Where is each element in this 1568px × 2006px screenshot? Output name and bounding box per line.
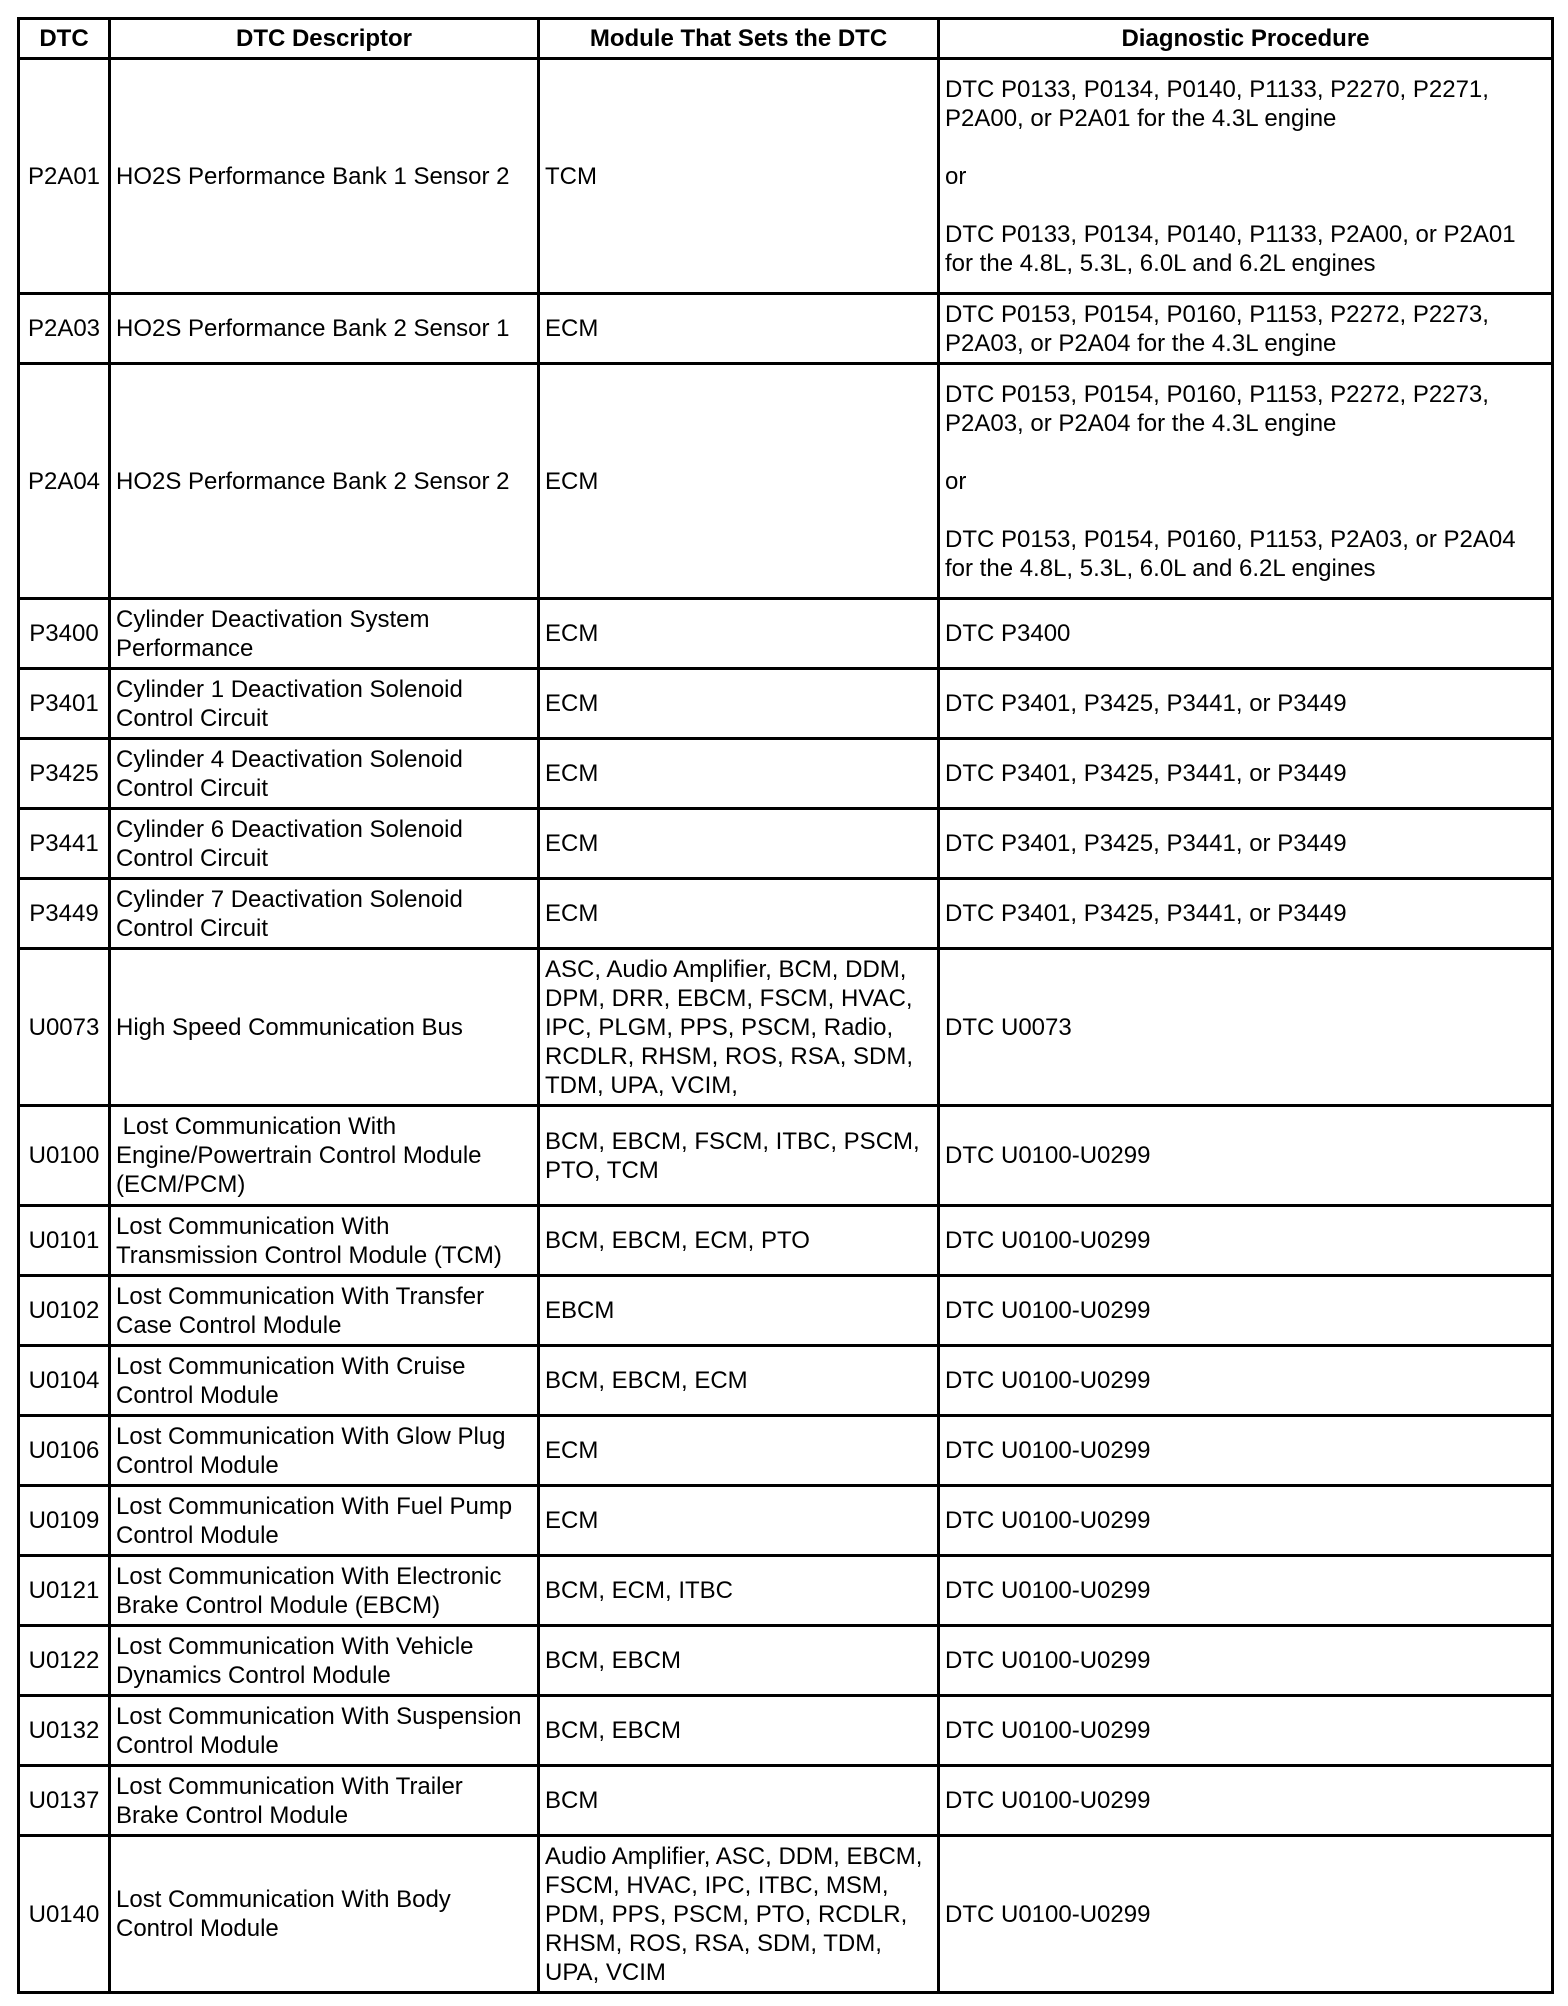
module-cell: BCM, EBCM, FSCM, ITBC, PSCM, PTO, TCM — [539, 1106, 939, 1206]
module-cell: BCM, EBCM, ECM — [539, 1346, 939, 1416]
dtc-code-cell: U0101 — [19, 1206, 110, 1276]
module-cell: Audio Amplifier, ASC, DDM, EBCM, FSCM, HVAC, IPC, ITBC, MSM, PDM, PPS, PSCM, PTO, RCDLR, RHSM, ROS, RSA, SDM, TDM, UPA, VCIM — [539, 1836, 939, 1993]
diagnostic-procedure-cell — [939, 1276, 1553, 1346]
module-cell: BCM, EBCM — [539, 1626, 939, 1696]
table-row — [19, 1486, 1553, 1556]
procedure-paragraph: DTC U0100-U0299 — [945, 1717, 1151, 1744]
diagnostic-procedure-cell — [939, 739, 1553, 809]
dtc-descriptor-cell: Lost Communication With Transmission Control Module (TCM) — [110, 1206, 539, 1276]
table-row — [19, 1106, 1553, 1206]
module-cell: ECM — [539, 669, 939, 739]
procedure-paragraph: DTC P0133, P0134, P0140, P1133, P2270, P2271, P2A00, or P2A01 for the 4.3L engine — [945, 75, 1489, 132]
dtc-code-cell: P3400 — [19, 599, 110, 669]
module-cell: EBCM — [539, 1276, 939, 1346]
procedure-paragraph: DTC P3400 — [945, 620, 1071, 647]
diagnostic-procedure-cell — [939, 879, 1553, 949]
module-cell: ECM — [539, 364, 939, 599]
procedure-paragraph: DTC U0100-U0299 — [945, 1142, 1151, 1169]
diagnostic-procedure-cell — [939, 1626, 1553, 1696]
diagnostic-procedure-cell — [939, 669, 1553, 739]
table-row — [19, 1696, 1553, 1766]
table-body — [19, 59, 1553, 1993]
table-row — [19, 1346, 1553, 1416]
procedure-paragraph: DTC P3401, P3425, P3441, or P3449 — [945, 760, 1347, 787]
dtc-descriptor-cell: Lost Communication With Transfer Case Control Module — [110, 1276, 539, 1346]
procedure-paragraph: or — [945, 467, 967, 495]
dtc-code-cell: U0073 — [19, 949, 110, 1106]
dtc-descriptor-cell: Lost Communication With Trailer Brake Control Module — [110, 1766, 539, 1836]
diagnostic-procedure-cell — [939, 294, 1553, 364]
procedure-paragraph: DTC P0153, P0154, P0160, P1153, P2272, P2273, P2A03, or P2A04 for the 4.3L engine — [945, 380, 1489, 437]
module-cell: ECM — [539, 294, 939, 364]
dtc-code-cell: P3425 — [19, 739, 110, 809]
dtc-descriptor-cell: Lost Communication With Body Control Module — [110, 1836, 539, 1993]
procedure-paragraph: DTC P0153, P0154, P0160, P1153, P2272, P2273, P2A03, or P2A04 for the 4.3L engine — [945, 300, 1489, 357]
diagnostic-procedure-cell — [939, 1696, 1553, 1766]
table-row — [19, 1276, 1553, 1346]
table-header-row — [19, 19, 1553, 59]
procedure-paragraph: DTC U0100-U0299 — [945, 1437, 1151, 1464]
procedure-paragraph: DTC U0100-U0299 — [945, 1507, 1151, 1534]
dtc-code-cell: U0100 — [19, 1106, 110, 1206]
dtc-descriptor-cell: Lost Communication With Vehicle Dynamics Control Module — [110, 1626, 539, 1696]
dtc-code-cell: U0122 — [19, 1626, 110, 1696]
diagnostic-procedure-cell — [939, 1486, 1553, 1556]
dtc-descriptor-cell: High Speed Communication Bus — [110, 949, 539, 1106]
dtc-code-cell: P2A04 — [19, 364, 110, 599]
dtc-code-cell: U0121 — [19, 1556, 110, 1626]
diagnostic-procedure-cell — [939, 59, 1553, 294]
table-row — [19, 1416, 1553, 1486]
table-row — [19, 1206, 1553, 1276]
dtc-code-cell: P3449 — [19, 879, 110, 949]
module-cell: ECM — [539, 809, 939, 879]
dtc-descriptor-cell: Lost Communication With Glow Plug Control Module — [110, 1416, 539, 1486]
table-row — [19, 809, 1553, 879]
table-row — [19, 1766, 1553, 1836]
dtc-code-cell: P3441 — [19, 809, 110, 879]
table-row — [19, 1626, 1553, 1696]
dtc-code-cell: U0140 — [19, 1836, 110, 1993]
diagnostic-procedure-cell — [939, 1416, 1553, 1486]
procedure-paragraph: DTC P3401, P3425, P3441, or P3449 — [945, 690, 1347, 717]
dtc-descriptor-cell: Lost Communication With Fuel Pump Control Module — [110, 1486, 539, 1556]
dtc-code-cell: P2A03 — [19, 294, 110, 364]
procedure-paragraph: DTC U0100-U0299 — [945, 1577, 1151, 1604]
diagnostic-procedure-cell — [939, 809, 1553, 879]
module-cell: ASC, Audio Amplifier, BCM, DDM, DPM, DRR, EBCM, FSCM, HVAC, IPC, PLGM, PPS, PSCM, Radio, RCDLR, RHSM, ROS, RSA, SDM, TDM, UPA, VCIM, — [539, 949, 939, 1106]
dtc-descriptor-cell: HO2S Performance Bank 2 Sensor 2 — [110, 364, 539, 599]
procedure-paragraph: DTC P3401, P3425, P3441, or P3449 — [945, 900, 1347, 927]
module-cell: TCM — [539, 59, 939, 294]
procedure-paragraph: DTC U0100-U0299 — [945, 1647, 1151, 1674]
header-dtc: DTC — [19, 19, 110, 59]
table-row — [19, 879, 1553, 949]
table-row — [19, 59, 1553, 294]
dtc-descriptor-cell: HO2S Performance Bank 1 Sensor 2 — [110, 59, 539, 294]
diagnostic-procedure-cell — [939, 1106, 1553, 1206]
header-dtc-descriptor: DTC Descriptor — [110, 19, 539, 59]
diagnostic-procedure-cell — [939, 1556, 1553, 1626]
dtc-descriptor-cell: Cylinder 6 Deactivation Solenoid Control Circuit — [110, 809, 539, 879]
procedure-paragraph: DTC P3401, P3425, P3441, or P3449 — [945, 830, 1347, 857]
table-row — [19, 949, 1553, 1106]
procedure-paragraph: DTC U0100-U0299 — [945, 1787, 1151, 1814]
procedure-paragraph: DTC U0073 — [945, 1013, 1072, 1041]
table-row — [19, 364, 1553, 599]
module-cell: BCM, EBCM, ECM, PTO — [539, 1206, 939, 1276]
procedure-paragraph: DTC U0100-U0299 — [945, 1900, 1151, 1928]
dtc-descriptor-cell: Cylinder 1 Deactivation Solenoid Control Circuit — [110, 669, 539, 739]
procedure-paragraph: DTC U0100-U0299 — [945, 1227, 1151, 1254]
module-cell: ECM — [539, 599, 939, 669]
diagnostic-procedure-cell — [939, 949, 1553, 1106]
procedure-paragraph: DTC P0133, P0134, P0140, P1133, P2A00, or P2A01 for the 4.8L, 5.3L, 6.0L and 6.2L engines — [945, 220, 1516, 277]
paragraph-gap — [945, 438, 1546, 467]
dtc-descriptor-cell: Lost Communication With Cruise Control Module — [110, 1346, 539, 1416]
dtc-table — [17, 17, 1554, 1994]
dtc-code-cell: P2A01 — [19, 59, 110, 294]
dtc-descriptor-cell: Lost Communication With Electronic Brake Control Module (EBCM) — [110, 1556, 539, 1626]
table-row — [19, 1836, 1553, 1993]
dtc-code-cell: U0102 — [19, 1276, 110, 1346]
module-cell: BCM, EBCM — [539, 1696, 939, 1766]
dtc-descriptor-cell: HO2S Performance Bank 2 Sensor 1 — [110, 294, 539, 364]
diagnostic-procedure-cell — [939, 1836, 1553, 1993]
procedure-paragraph: DTC P0153, P0154, P0160, P1153, P2A03, or P2A04 for the 4.8L, 5.3L, 6.0L and 6.2L engines — [945, 525, 1516, 582]
dtc-code-cell: U0132 — [19, 1696, 110, 1766]
dtc-code-cell: U0104 — [19, 1346, 110, 1416]
dtc-code-cell: U0109 — [19, 1486, 110, 1556]
table-row — [19, 739, 1553, 809]
module-cell: BCM — [539, 1766, 939, 1836]
dtc-descriptor-cell: Cylinder 4 Deactivation Solenoid Control Circuit — [110, 739, 539, 809]
paragraph-gap — [945, 191, 1546, 220]
diagnostic-procedure-cell — [939, 599, 1553, 669]
module-cell: ECM — [539, 879, 939, 949]
diagnostic-procedure-cell — [939, 1766, 1553, 1836]
module-cell: ECM — [539, 1416, 939, 1486]
diagnostic-procedure-cell — [939, 364, 1553, 599]
dtc-descriptor-cell: Cylinder Deactivation System Performance — [110, 599, 539, 669]
procedure-paragraph: or — [945, 162, 967, 190]
paragraph-gap — [945, 133, 1546, 162]
header-module: Module That Sets the DTC — [539, 19, 939, 59]
table-row — [19, 294, 1553, 364]
module-cell: ECM — [539, 739, 939, 809]
table-row — [19, 669, 1553, 739]
diagnostic-procedure-cell — [939, 1346, 1553, 1416]
dtc-code-cell: U0106 — [19, 1416, 110, 1486]
dtc-descriptor-cell: Lost Communication With Suspension Control Module — [110, 1696, 539, 1766]
procedure-paragraph: DTC U0100-U0299 — [945, 1297, 1151, 1324]
module-cell: ECM — [539, 1486, 939, 1556]
dtc-descriptor-cell: Cylinder 7 Deactivation Solenoid Control Circuit — [110, 879, 539, 949]
header-diagnostic-procedure: Diagnostic Procedure — [939, 19, 1553, 59]
paragraph-gap — [945, 496, 1546, 525]
procedure-paragraph: DTC U0100-U0299 — [945, 1367, 1151, 1394]
dtc-code-cell: P3401 — [19, 669, 110, 739]
dtc-descriptor-cell: Lost Communication With Engine/Powertrain Control Module (ECM/PCM) — [110, 1106, 539, 1206]
table-row — [19, 1556, 1553, 1626]
module-cell: BCM, ECM, ITBC — [539, 1556, 939, 1626]
table-row — [19, 599, 1553, 669]
dtc-code-cell: U0137 — [19, 1766, 110, 1836]
diagnostic-procedure-cell — [939, 1206, 1553, 1276]
